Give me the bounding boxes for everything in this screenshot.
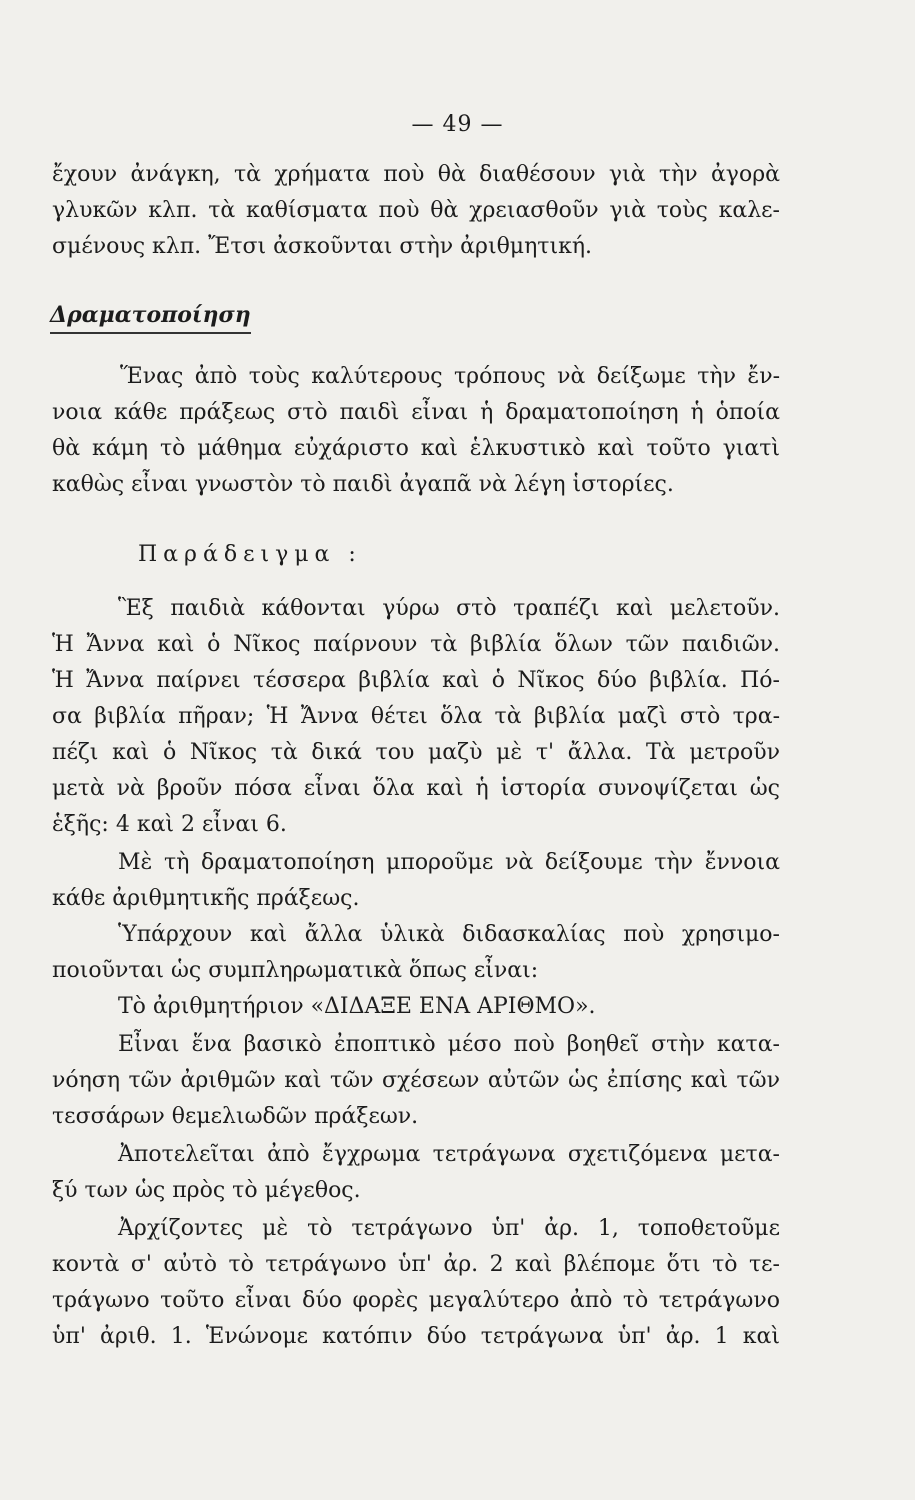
text-line: Εἶναι ἕνα βασικὸ ἐποπτικὸ μέσο ποὺ βοηθεῖ στὴν κατα- xyxy=(118,1032,780,1057)
text-line: Ἡ Ἄννα παίρνει τέσσερα βιβλία καὶ ὁ Νῖκος δύο βιβλία. Πό- xyxy=(52,668,780,693)
text-line: κοντὰ σ' αὐτὸ τὸ τετράγωνο ὑπ' ἀρ. 2 καὶ βλέπομε ὅτι τὸ τε- xyxy=(52,1252,780,1277)
text-line: Ἕνας ἀπὸ τοὺς καλύτερους τρόπους νὰ δείξωμε τὴν ἔν- xyxy=(120,364,780,389)
text-line: Ὑπάρχουν καὶ ἄλλα ὑλικὰ διδασκαλίας ποὺ χρησιμο- xyxy=(118,922,780,947)
text-line: Ἀποτελεῖται ἀπὸ ἔγχρωμα τετράγωνα σχετιζόμενα μετα- xyxy=(118,1142,780,1167)
text-line: νοια κάθε πράξεως στὸ παιδὶ εἶναι ἡ δραματοποίηση ἡ ὁποία xyxy=(52,400,780,425)
text-line: καθὼς εἶναι γνωστὸν τὸ παιδὶ ἀγαπᾶ νὰ λέγη ἱστορίες. xyxy=(52,472,674,497)
text-line: ὑπ' ἀριθ. 1. Ἑνώνομε κατόπιν δύο τετράγωνα ὑπ' ἀρ. 1 καὶ xyxy=(52,1324,780,1349)
text-line: ἑξῆς: 4 καὶ 2 εἶναι 6. xyxy=(52,812,287,837)
text-line: Μὲ τὴ δραματοποίηση μποροῦμε νὰ δείξουμε τὴν ἔννοια xyxy=(118,850,780,875)
text-line: ποιοῦνται ὡς συμπληρωματικὰ ὅπως εἶναι: xyxy=(52,958,539,983)
text-line: Ἡ Ἄννα καὶ ὁ Νῖκος παίρνουν τὰ βιβλία ὅλων τῶν παιδιῶν. xyxy=(52,632,780,657)
page-number: — 49 — xyxy=(411,112,504,137)
text-line: Ἓξ παιδιὰ κάθονται γύρω στὸ τραπέζι καὶ μελετοῦν. xyxy=(118,596,780,621)
text-line: θὰ κάμη τὸ μάθημα εὐχάριστο καὶ ἑλκυστικὸ καὶ τοῦτο γιατὶ xyxy=(52,436,780,461)
text-line: νόηση τῶν ἀριθμῶν καὶ τῶν σχέσεων αὐτῶν ὡς ἐπίσης καὶ τῶν xyxy=(52,1068,780,1093)
text-line: κάθε ἀριθμητικῆς πράξεως. xyxy=(52,886,360,911)
text-line: Ἀρχίζοντες μὲ τὸ τετράγωνο ὑπ' ἀρ. 1, τοποθετοῦμε xyxy=(118,1216,780,1241)
text-line: σα βιβλία πῆραν; Ἡ Ἄννα θέτει ὅλα τὰ βιβλία μαζὶ στὸ τρα- xyxy=(52,704,780,729)
section-heading: Δραματοποίηση xyxy=(50,300,251,334)
example-label: Παράδειγμα : xyxy=(138,542,362,567)
text-line: ξύ των ὡς πρὸς τὸ μέγεθος. xyxy=(52,1178,361,1203)
text-line: μετὰ νὰ βροῦν πόσα εἶναι ὅλα καὶ ἡ ἱστορία συνοψίζεται ὡς xyxy=(52,776,780,801)
text-line: γλυκῶν κλπ. τὰ καθίσματα ποὺ θὰ χρειασθοῦν γιὰ τοὺς καλε- xyxy=(52,198,780,223)
text-line: πέζι καὶ ὁ Νῖκος τὰ δικά του μαζὺ μὲ τ' ἄλλα. Τὰ μετροῦν xyxy=(52,740,780,765)
text-line: σμένους κλπ. Ἔτσι ἀσκοῦνται στὴν ἀριθμητική. xyxy=(52,234,593,259)
text-line: τεσσάρων θεμελιωδῶν πράξεων. xyxy=(52,1104,419,1129)
text-line: Τὸ ἀριθμητήριον «ΔΙΔΑΞΕ ΕΝΑ ΑΡΙΘΜΟ». xyxy=(118,994,596,1019)
text-line: ἔχουν ἀνάγκη, τὰ χρήματα ποὺ θὰ διαθέσουν γιὰ τὴν ἀγορὰ xyxy=(52,162,780,187)
text-line: τράγωνο τοῦτο εἶναι δύο φορὲς μεγαλύτερο ἀπὸ τὸ τετράγωνο xyxy=(52,1288,780,1313)
